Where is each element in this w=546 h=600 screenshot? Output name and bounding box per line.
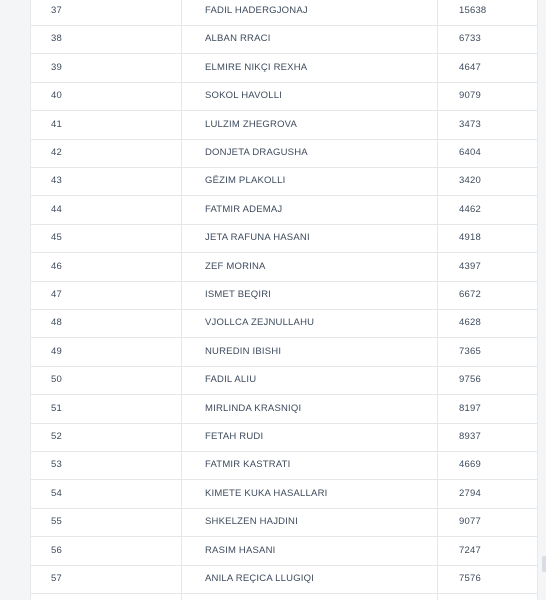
vote-count: 9756	[459, 374, 481, 386]
table-row	[31, 509, 537, 537]
table-row	[31, 26, 537, 54]
vote-count: 4397	[459, 260, 481, 272]
vote-count: 3420	[459, 175, 481, 187]
table-row	[31, 55, 537, 83]
vote-count: 4669	[459, 459, 481, 471]
results-table	[30, 0, 538, 600]
table-row	[31, 339, 537, 367]
row-number: 44	[51, 203, 62, 215]
row-number: 45	[51, 232, 62, 244]
candidate-name: SHKELZEN HAJDINI	[205, 516, 298, 528]
candidate-name: ANILA REÇICA LLUGIQI	[205, 573, 315, 584]
candidate-name: RASIM HASANI	[205, 544, 276, 556]
vote-count: 9077	[459, 516, 481, 528]
row-number: 56	[51, 544, 62, 556]
candidate-name: SOKOL HAVOLLI	[205, 90, 283, 102]
candidate-name: ISMET BEQIRI	[205, 289, 272, 300]
candidate-name: FETAH RUDI	[205, 431, 264, 442]
table-row	[31, 424, 537, 452]
candidate-name: DONJETA DRAGUSHA	[205, 147, 308, 158]
candidate-name: LULZIM ZHEGROVA	[205, 118, 298, 130]
vote-count: 6733	[459, 33, 481, 45]
candidate-name: MIRLINDA KRASNIQI	[205, 402, 302, 414]
table-row	[31, 83, 537, 111]
row-number: 39	[51, 61, 62, 73]
row-number: 48	[51, 317, 62, 329]
candidate-name: ELMIRE NIKÇI REXHA	[205, 61, 308, 73]
candidate-name: JETA RAFUNA HASANI	[205, 232, 310, 244]
table-row	[31, 112, 537, 140]
row-number: 51	[51, 402, 62, 414]
row-number: 52	[51, 431, 62, 442]
candidate-name: NUREDIN IBISHI	[205, 345, 282, 357]
vote-count: 4647	[459, 61, 481, 73]
row-number: 37	[51, 5, 62, 16]
vote-count: 2794	[459, 487, 481, 499]
row-number: 41	[51, 118, 62, 130]
row-number: 46	[51, 260, 62, 272]
candidate-name: ALBAN RRACI	[205, 33, 271, 45]
vote-count: 4628	[459, 317, 481, 329]
row-number: 42	[51, 147, 62, 158]
candidate-name: FATMIR ADEMAJ	[205, 203, 283, 215]
scroll-edge-indicator	[542, 556, 546, 572]
vote-count: 4918	[459, 232, 481, 244]
row-number: 54	[51, 487, 62, 499]
candidate-name: KIMETE KUKA HASALLARI	[205, 487, 328, 499]
table-row	[31, 452, 537, 480]
table-row	[31, 282, 537, 310]
row-number: 53	[51, 459, 62, 471]
table-row	[31, 367, 537, 395]
table-row	[31, 566, 537, 594]
candidate-name: ZEF MORINA	[205, 260, 266, 272]
row-number: 50	[51, 374, 62, 386]
table-row	[31, 254, 537, 282]
table-row	[31, 225, 537, 253]
row-number: 38	[51, 33, 62, 45]
candidate-name: FADIL ALIU	[205, 374, 257, 386]
vote-count: 4462	[459, 203, 481, 215]
vote-count: 7576	[459, 573, 481, 584]
table-row	[31, 197, 537, 225]
table-row	[31, 0, 537, 26]
table-row	[31, 481, 537, 509]
vote-count: 8197	[459, 402, 481, 414]
vote-count: 6404	[459, 147, 481, 158]
row-number: 47	[51, 289, 62, 300]
candidate-name: GËZIM PLAKOLLI	[205, 175, 286, 187]
table-row	[31, 538, 537, 566]
vote-count: 7247	[459, 544, 481, 556]
candidate-name: VJOLLCA ZEJNULLAHU	[205, 317, 315, 329]
table-row	[31, 396, 537, 424]
row-number: 43	[51, 175, 62, 187]
row-number: 55	[51, 516, 62, 528]
row-number: 57	[51, 573, 62, 584]
row-number: 49	[51, 345, 62, 357]
vote-count: 8937	[459, 431, 481, 442]
vote-count: 6672	[459, 289, 481, 300]
row-number: 40	[51, 90, 62, 102]
vote-count: 9079	[459, 90, 481, 102]
vote-count: 7365	[459, 345, 481, 357]
table-row	[31, 310, 537, 338]
vote-count: 3473	[459, 118, 481, 130]
candidate-name: FADIL HADERGJONAJ	[205, 5, 308, 16]
candidate-name: FATMIR KASTRATI	[205, 459, 291, 471]
table-row	[31, 140, 537, 168]
vote-count: 15638	[459, 5, 487, 16]
table-row	[31, 168, 537, 196]
